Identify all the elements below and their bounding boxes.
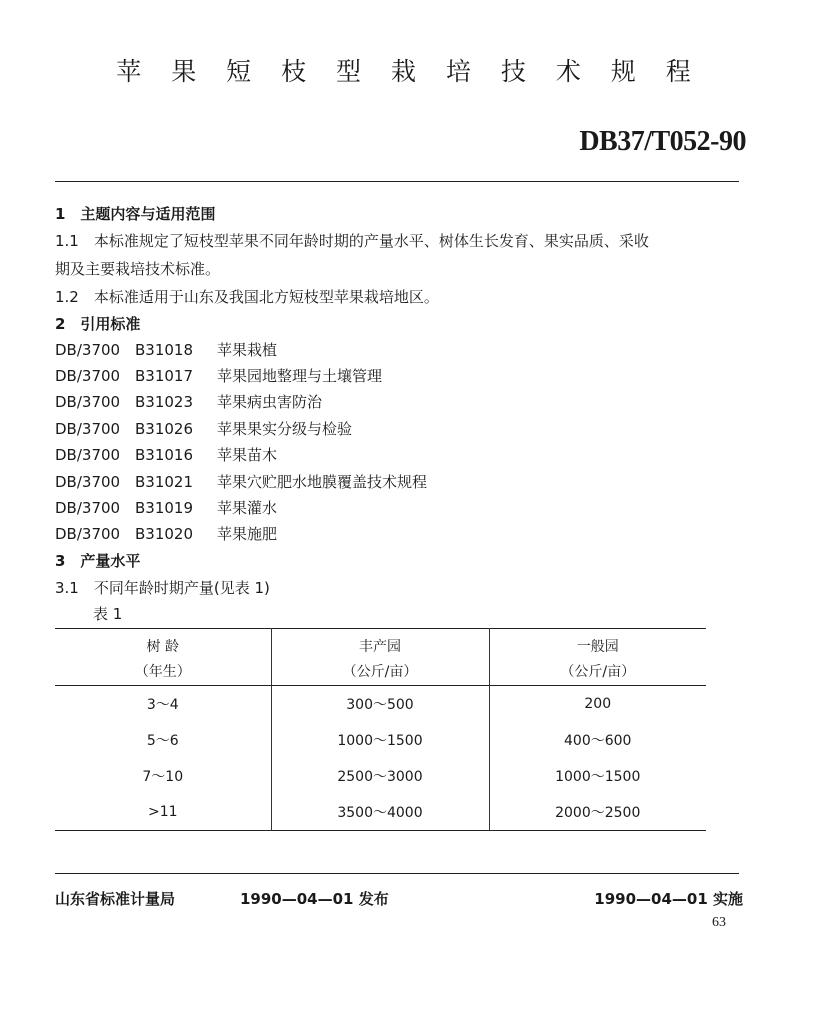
table-cell: 5～6 [55,722,271,758]
reference-code: DB/3700 [55,420,121,438]
reference-title: 苹果栽植 [217,341,278,359]
clause-3-1: 3.1 不同年龄时期产量(见表 1) [55,579,270,597]
table-caption: 表 1 [93,605,123,623]
reference-row [55,444,277,465]
reference-row [55,523,277,544]
clause-1-1: 1.1 本标准规定了短枝型苹果不同年龄时期的产量水平、树体生长发育、果实品质、采收 [55,232,649,250]
column-unit-age: （年生） [55,657,271,686]
table-cell: 200 [584,696,612,712]
issue-date: 1990—04—01 发布 [240,890,389,908]
reference-number: B31017 [135,367,194,385]
document-title: 苹 果 短 枝 型 栽 培 技 术 规 程 [116,57,702,86]
reference-code: DB/3700 [55,341,121,359]
clause-1-2: 1.2 本标准适用于山东及我国北方短枝型苹果栽培地区。 [55,288,439,306]
reference-number: B31023 [135,393,194,411]
reference-row [55,497,277,518]
reference-number: B31021 [135,473,194,491]
table-header-row [55,629,706,658]
table-cell: >11 [55,794,271,831]
reference-title: 苹果施肥 [217,525,278,543]
reference-code: DB/3700 [55,499,121,517]
reference-title: 苹果灌水 [217,499,278,517]
issuing-authority: 山东省标准计量局 [55,890,176,908]
clause-1-1-continued: 期及主要栽培技术标准。 [55,260,221,278]
reference-row [55,365,382,386]
section-1-heading: 1 主题内容与适用范围 [55,205,216,223]
reference-number: B31018 [135,341,194,359]
column-unit-high-yield: （公斤/亩） [271,657,489,686]
reference-row [55,339,277,360]
table-cell: 3500～4000 [271,794,489,831]
table-row [55,686,706,723]
reference-number: B31020 [135,525,194,543]
reference-number: B31026 [135,420,194,438]
table-cell: 1000～1500 [271,722,489,758]
table-row [55,758,706,794]
reference-number: B31019 [135,499,194,517]
reference-title: 苹果苗木 [217,446,278,464]
reference-code: DB/3700 [55,393,121,411]
reference-title: 苹果病虫害防治 [217,393,323,411]
reference-title: 苹果果实分级与检验 [217,420,353,438]
table-row [55,794,706,831]
table-cell: 7～10 [55,758,271,794]
reference-row [55,471,427,492]
reference-row [55,391,322,412]
table-row [55,722,706,758]
header-divider [55,181,739,182]
page-number: 63 [712,915,726,930]
reference-code: DB/3700 [55,367,121,385]
reference-number: B31016 [135,446,194,464]
table-cell: 3～4 [55,686,271,723]
table-cell: 2500～3000 [271,758,489,794]
reference-title: 苹果园地整理与土壤管理 [217,367,383,385]
reference-row [55,418,352,439]
effective-date: 1990—04—01 实施 [594,890,743,908]
reference-title: 苹果穴贮肥水地膜覆盖技术规程 [217,473,428,491]
column-header-general: 一般园 [576,639,619,655]
reference-code: DB/3700 [55,525,121,543]
table-cell: 2000～2500 [555,805,641,821]
column-header-age: 树 龄 [55,629,271,658]
table-cell: 400～600 [564,733,632,749]
yield-table [55,628,706,831]
footer-divider [55,873,739,874]
table-header-unit-row [55,657,706,686]
standard-code: DB37/T052-90 [579,126,746,157]
section-3-heading: 3 产量水平 [55,552,141,570]
reference-code: DB/3700 [55,446,121,464]
table-cell: 300～500 [271,686,489,723]
table-cell: 1000～1500 [555,769,641,785]
column-header-high-yield: 丰产园 [271,629,489,658]
column-unit-general: （公斤/亩） [489,657,706,686]
reference-code: DB/3700 [55,473,121,491]
section-2-heading: 2 引用标准 [55,315,141,333]
